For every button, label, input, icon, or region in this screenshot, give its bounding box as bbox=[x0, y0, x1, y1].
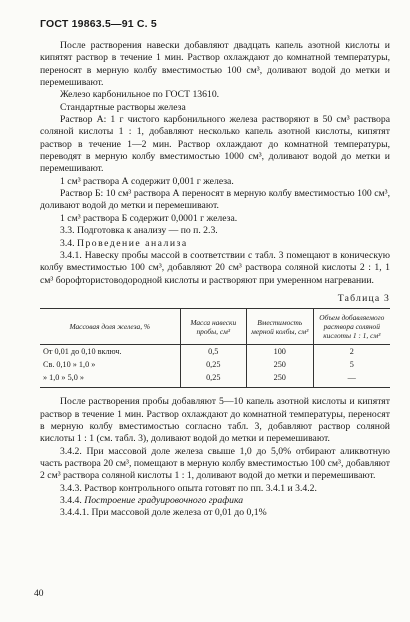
table-row bbox=[40, 358, 390, 371]
section-heading bbox=[40, 238, 390, 250]
section-heading bbox=[40, 495, 390, 507]
paragraph: 3.4.3. Раствор контрольного опыта готовят по пп. 3.4.1 и 3.4.2. bbox=[60, 482, 317, 494]
table-header-cell: Масса навески пробы, см³ bbox=[180, 309, 247, 345]
table-header-row bbox=[40, 309, 390, 345]
table-cell: 5 bbox=[313, 358, 390, 371]
table-header-cell: Массовая доля железа, % bbox=[40, 309, 180, 345]
section-number: 3.4.4. bbox=[60, 494, 85, 506]
paragraph: Стандартные растворы железа bbox=[60, 101, 186, 113]
section-title: Построение градуировочного графика bbox=[84, 494, 244, 506]
table-cell: 0,5 bbox=[180, 345, 247, 359]
table-row bbox=[40, 371, 390, 388]
table-cell: 0,25 bbox=[180, 371, 247, 388]
paragraph: Раствор Б: 10 см³ раствора А переносят в мерную колбу вместимостью 100 см³, доливают водой до метки и перемешивают. bbox=[40, 188, 390, 212]
table-cell: 0,25 bbox=[180, 358, 247, 371]
paragraph: После растворения навески добавляют двадцать капель азотной кислоты и кипятят раствор в течение 1 мин. Раствор охлаждают до комнатной температуры, переносят в мерную колбу вместимостью 100 см³, доливают водой до метки и перемешивают. bbox=[40, 40, 390, 89]
table-header-cell: Вместимость мерной колбы, см³ bbox=[247, 309, 314, 345]
page-header: ГОСТ 19863.5—91 С. 5 bbox=[40, 18, 157, 30]
paragraph: 3.4.2. При массовой доле железа свыше 1,0 до 5,0% отбирают аликвотную часть раствора 20 см³, помещают в мерную колбу вместимостью 100 см³, добавляют 2 см³ раствора соляной кислоты 1 : 1, доливают водой до метки и перемешивают. bbox=[40, 445, 390, 482]
table-row bbox=[40, 345, 390, 359]
section-title: Проведение анализа bbox=[76, 237, 188, 249]
paragraph: После растворения пробы добавляют 5—10 капель азотной кислоты и кипятят раствор в течение 1 мин. Раствор охлаждают до комнатной температуры, переносят в мерную колбу вместимостью согласно табл. 3, добавляют раствор соляной кислоты 1 : 1 (см. табл. 3), доливают водой до метки и перемешивают. bbox=[40, 396, 390, 445]
paragraph: 3.3. Подготовка к анализу — по п. 2.3. bbox=[60, 225, 218, 237]
paragraph: Железо карбонильное по ГОСТ 13610. bbox=[60, 89, 220, 101]
table-cell: » 1,0 » 5,0 » bbox=[40, 371, 180, 388]
table-header-cell: Объем добавляемого раствора соляной кислоты 1 : 1, см³ bbox=[313, 309, 390, 345]
page-number: 40 bbox=[34, 589, 44, 599]
paragraph: 1 см³ раствора Б содержит 0,0001 г железа. bbox=[60, 212, 238, 224]
table-cell: Св. 0,10 » 1,0 » bbox=[43, 360, 96, 370]
paragraph: 3.4.4.1. При массовой доле железа от 0,01 до 0,1% bbox=[60, 507, 267, 519]
data-table bbox=[40, 308, 390, 388]
table-cell: От 0,01 до 0,10 включ. bbox=[43, 347, 122, 357]
table-cell: 2 bbox=[313, 345, 390, 359]
table-cell: 250 bbox=[247, 358, 314, 371]
paragraph-bold bbox=[40, 250, 390, 287]
table-cell: — bbox=[313, 371, 390, 388]
table-cell: 100 bbox=[247, 345, 314, 359]
table-title: Таблица 3 bbox=[337, 292, 390, 304]
table-cell: 250 bbox=[247, 371, 314, 388]
section-number: 3.4. bbox=[60, 237, 77, 249]
paragraph: 1 см³ раствора А содержит 0,001 г железа. bbox=[60, 175, 234, 187]
document-body bbox=[40, 40, 390, 520]
paragraph: Раствор А: 1 г чистого карбонильного железа растворяют в 50 см³ раствора соляной кислоты 1 : 1, добавляют несколько капель азотной кислоты, кипятят раствор в течение 1—2 мин. Раствор охлаждают до комнатной температуры, переводят в мерную колбу вместимостью 1000 см³, доливают водой до метки и перемешивают. bbox=[40, 114, 390, 175]
paragraph-text: 3.4.1. Навеску пробы массой в соответствии с табл. 3 помещают в коническую колбу вместимостью 100 см³, добавляют 20 см³ раствора соляной кислоты 2 : 1, 1 см³ борофтористоводородной кислоты и растворяют при умеренном нагревании. bbox=[40, 249, 390, 286]
